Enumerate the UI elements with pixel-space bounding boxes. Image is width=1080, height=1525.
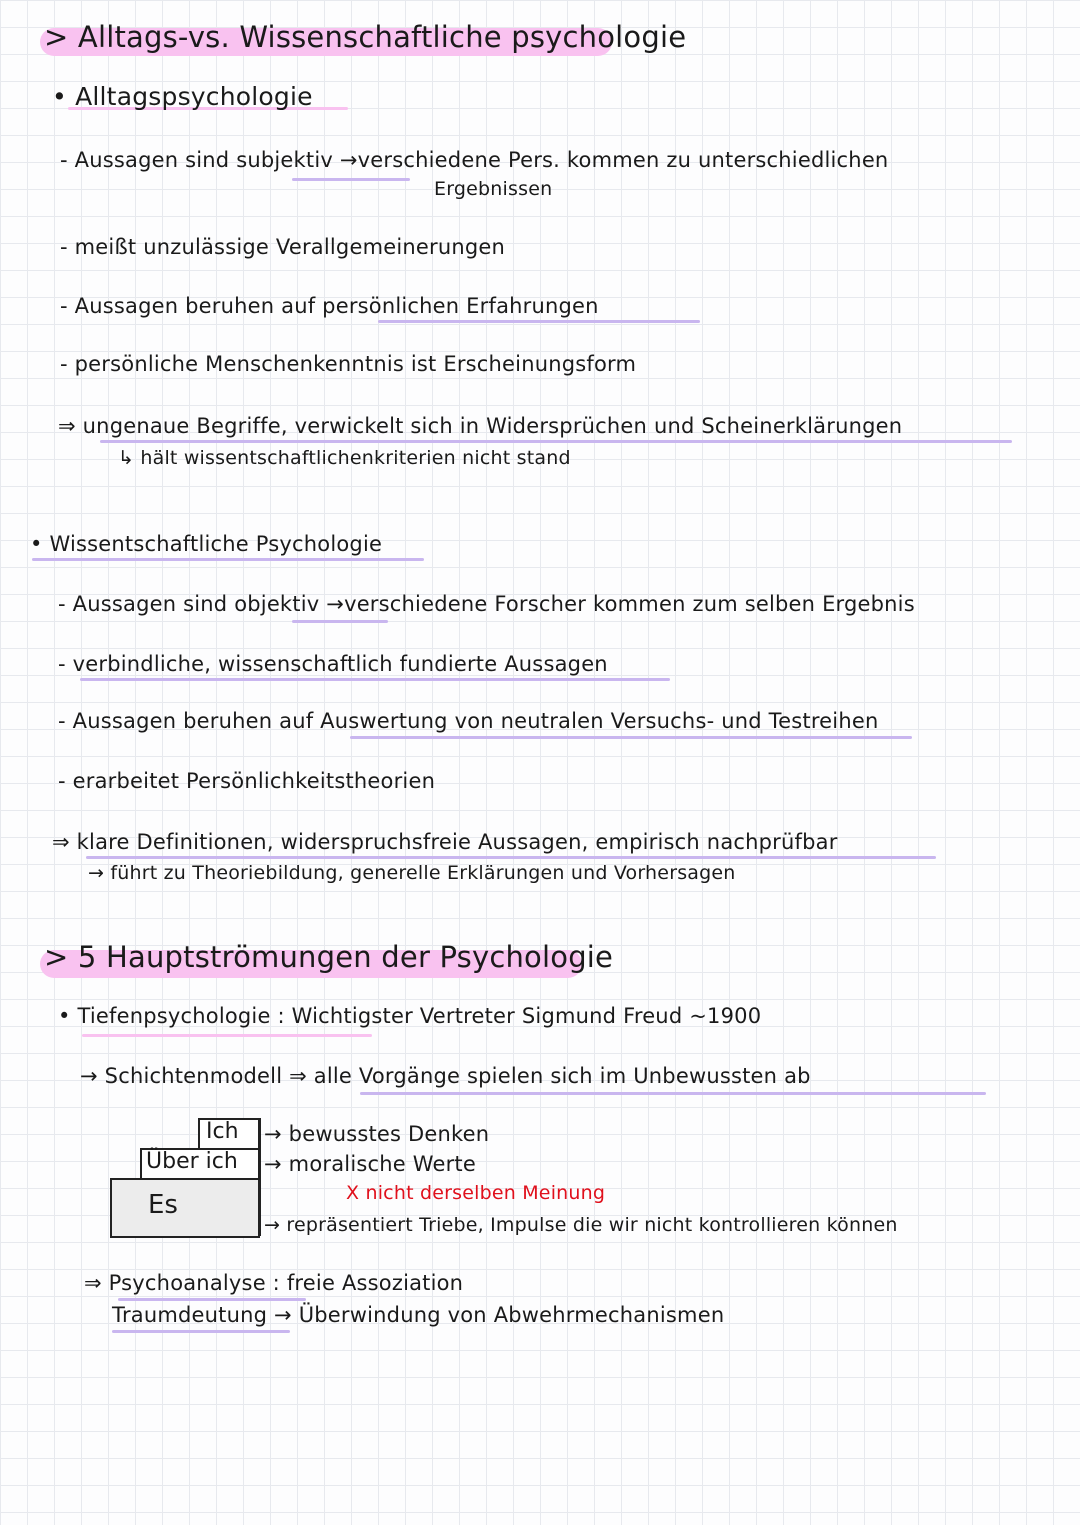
alltag-line-3: - Aussagen beruhen auf persönlichen Erfahrungen <box>60 294 599 318</box>
alltag-line-2: - meißt unzulässige Verallgemeinerungen <box>60 235 506 259</box>
section-title-hauptstroemungen: > 5 Hauptströmungen der Psychologie <box>44 940 614 974</box>
underline-psychoanalyse <box>118 1298 306 1301</box>
alltag-conclusion-1: ⇒ ungenaue Begriffe, verwickelt sich in Widersprüchen und Scheinerklärungen <box>58 414 903 438</box>
underline-subjektiv <box>292 178 410 181</box>
label-es: Es <box>148 1190 178 1220</box>
underline-schichtenmodell <box>360 1092 986 1095</box>
label-ueber-ich: Über ich <box>146 1149 238 1174</box>
alltag-line-4: - persönliche Menschenkenntnis ist Erscheinungsform <box>60 352 637 376</box>
alltag-line-1: - Aussagen sind subjektiv →verschiedene Pers. kommen zu unterschiedlichen <box>60 148 889 172</box>
wiss-line-1: - Aussagen sind objektiv →verschiedene Forscher kommen zum selben Ergebnis <box>58 592 915 616</box>
underline-traumdeutung <box>112 1330 290 1333</box>
heading-wissenschaftliche-psychologie: • Wissentschaftliche Psychologie <box>30 532 383 556</box>
heading-underline <box>82 1034 372 1037</box>
underline-fundierte <box>80 678 670 681</box>
es-description: → repräsentiert Triebe, Impulse die wir nicht kontrollieren können <box>264 1214 898 1236</box>
ich-description: → bewusstes Denken <box>264 1122 490 1146</box>
ueber-ich-description: → moralische Werte <box>264 1152 476 1176</box>
underline-erfahrungen <box>378 320 700 323</box>
heading-underline <box>32 558 424 561</box>
heading-tiefenpsychologie: • Tiefenpsychologie : Wichtigster Vertreter Sigmund Freud ~1900 <box>58 1004 762 1028</box>
box-es <box>110 1178 260 1238</box>
wiss-conclusion-1: ⇒ klare Definitionen, widerspruchsfreie Aussagen, empirisch nachprüfbar <box>52 830 838 854</box>
diagram-divider-line <box>259 1118 261 1236</box>
psychoanalyse-line-1: ⇒ Psychoanalyse : freie Assoziation <box>84 1271 464 1295</box>
wiss-line-2: - verbindliche, wissenschaftlich fundierte Aussagen <box>58 652 608 676</box>
underline-conclusion-2 <box>86 856 936 859</box>
underline-auswertung <box>350 736 912 739</box>
label-ich: Ich <box>206 1119 239 1144</box>
wiss-line-3: - Aussagen beruhen auf Auswertung von neutralen Versuchs- und Testreihen <box>58 709 879 733</box>
note-nicht-derselben-meinung: X nicht derselben Meinung <box>346 1182 606 1204</box>
heading-alltagspsychologie: • Alltagspsychologie <box>52 82 313 111</box>
wiss-line-4: - erarbeitet Persönlichkeitstheorien <box>58 769 436 793</box>
tiefen-line-1: → Schichtenmodell ⇒ alle Vorgänge spielen sich im Unbewussten ab <box>80 1064 811 1088</box>
section-title-alltag-vs-wiss: > Alltags-vs. Wissenschaftliche psychologie <box>44 20 687 54</box>
psychoanalyse-line-2: Traumdeutung → Überwindung von Abwehrmechanismen <box>112 1303 725 1327</box>
alltag-line-1b: Ergebnissen <box>434 178 553 200</box>
underline-objektiv <box>292 620 388 623</box>
alltag-conclusion-2: ↳ hält wissentschaftlichenkriterien nicht stand <box>118 447 571 469</box>
wiss-conclusion-2: → führt zu Theoriebildung, generelle Erklärungen und Vorhersagen <box>88 862 736 884</box>
underline-conclusion-1 <box>100 440 1012 443</box>
